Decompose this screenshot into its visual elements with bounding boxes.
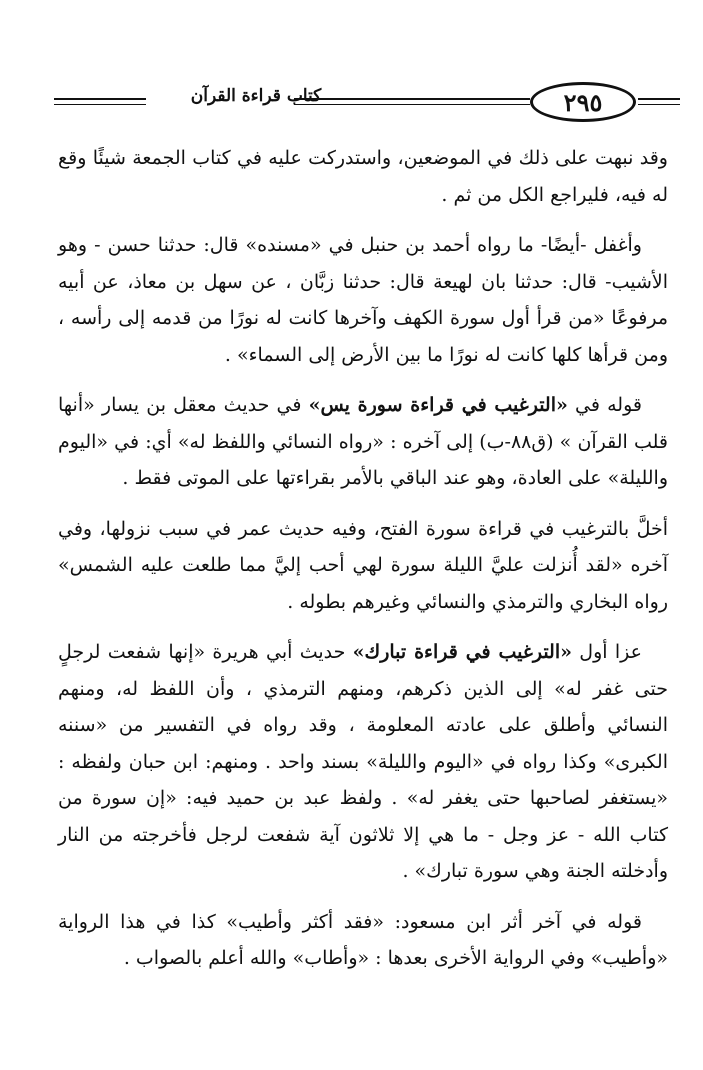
page-number-text: ٢٩٥ [563,87,603,117]
paragraph-1 [58,140,668,213]
paragraph-6 [58,904,668,977]
paragraph-text: قوله في آخر أثر ابن مسعود: «فقد أكثر وأطيب» كذا في هذا الرواية «وأطيب» وفي الرواية الأخرى بعدها : «وأطاب» والله أعلم بالصواب . [58,910,668,969]
header-rule-right-thin [638,104,680,105]
header-rule-middle-thin [294,104,530,105]
book-title: كتاب قراءة القرآن [190,86,322,106]
header-rule-left-thin [54,104,146,105]
header-rule-middle [294,98,530,100]
page-header [48,78,680,128]
paragraph-text: وأغفل -أيضًا- ما رواه أحمد بن حنبل في «مسنده» قال: حدثنا حسن - وهو الأشيب- قال: حدثنا بان لهيعة قال: حدثنا زبَّان ، عن سهل بن معاذ، عن أبيه مرفوعًا «من قرأ أول سورة الكهف وآخرها كانت له نورًا من قدمه إلى رأسه ، ومن قرأها كلها كانت له نورًا ما بين الأرض إلى السماء» . [58,234,668,366]
header-rule-left [54,98,146,100]
paragraph-text: وقد نبهت على ذلك في الموضعين، واستدركت عليه في كتاب الجمعة شيئًا وقع له فيه، فليراجع الكل من ثم . [58,147,668,206]
paragraph-text: حديث أبي هريرة «إنها شفعت لرجلٍ حتى غفر له» إلى الذين ذكرهم، ومنهم الترمذي ، وأن اللفظ له، ومنهم النسائي وأطلق على عادته المعلومة ، وقد رواه في التفسير من «سننه الكبرى» وكذا رواه في «اليوم والليلة» بسند واحد . ومنهم: ابن حبان ولفظه : «يستغفر لصاحبها حتى يغفر له» . ولفظ عبد بن حميد فيه: «إن سورة من كتاب الله - عز وجل - ما هي إلا ثلاثون آية شفعت لرجل فأخرجته من النار وأدخلته الجنة وهي سورة تبارك» . [58,641,668,882]
paragraph-2 [58,227,668,373]
paragraph-5 [58,634,668,890]
paragraph-emphasis: «الترغيب في قراءة سورة يس» [308,394,568,416]
paragraph-emphasis: «الترغيب في قراءة تبارك» [352,641,572,663]
paragraph-text: أخلَّ بالترغيب في قراءة سورة الفتح، وفيه حديث عمر في سبب نزولها، وفي آخره «لقد أُنزلت عليَّ الليلة سورة لهي أحب إليَّ مما طلعت عليه الشمس» رواه البخاري والترمذي والنسائي وغيرهم بطوله . [58,517,668,613]
paragraph-text: في حديث معقل بن يسار «أنها قلب القرآن » (ق٨٨-ب) إلى آخره : «رواه النسائي واللفظ له» أي: في «اليوم والليلة» على العادة، وهو عند الباقي بالأمر بقراءتها على الموتى فقط . [58,394,668,489]
paragraph-prefix: عزا أول [572,641,642,663]
header-rule-right [638,98,680,100]
paragraph-4 [58,511,668,621]
page-number [530,82,636,122]
paragraph-3 [58,387,668,497]
paragraph-prefix: قوله في [567,394,642,416]
page-body [58,140,668,991]
